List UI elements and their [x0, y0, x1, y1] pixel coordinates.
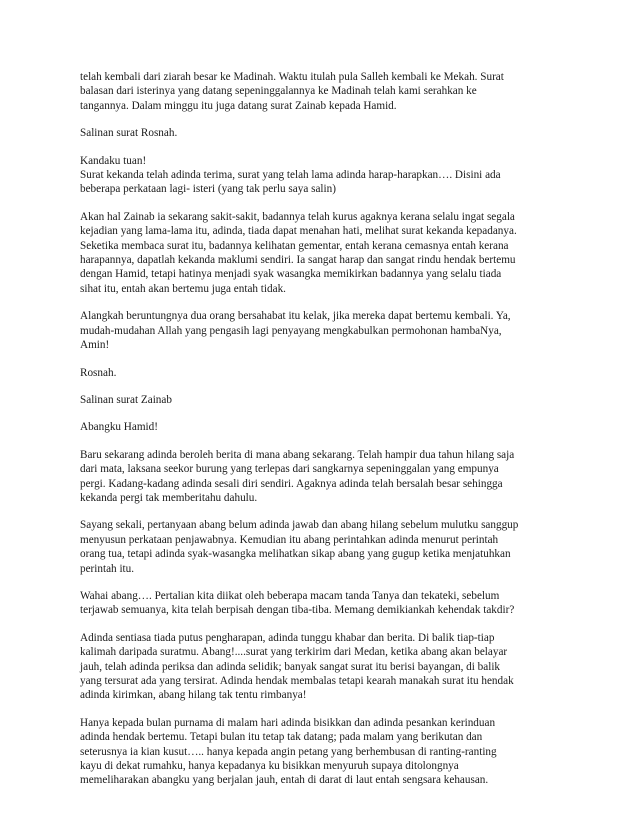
paragraph-sayang-sekali: Sayang sekali, pertanyaan abang belum adinda jawab dan abang hilang sebelum mulutku sanggup menyusun perkataan penjawabnya. Kemudian itu abang perintahkan adinda menurut perintah orang tua, tetapi adinda syak-wasangka melihatkan sikap abang yang gugup ketika menjatuhkan perintah itu. — [80, 519, 519, 575]
paragraph-hanya-kepada-bulan: Hanya kepada bulan purnama di malam hari adinda bisikkan dan adinda pesankan kerinduan adinda hendak bertemu. Tetapi bulan itu tetap tak datang; pada malam yang berikutan dan seterusnya ia kian kusut….. hanya kepada angin petang yang berhembusan di ranting-ranting kayu di dekat rumahku, hanya kepadanya ku bisikkan menyuruh supaya ditolongnya memeliharakan abangku yang berjalan jauh, entah di darat di laut entah sengsara kehausan. — [80, 716, 497, 787]
salutation-abangku-hamid: Abangku Hamid! — [80, 421, 158, 434]
paragraph-zainab-sakit: Akan hal Zainab ia sekarang sakit-sakit, badannya telah kurus agaknya kerana selalu ingat segala kejadian yang lama-lama itu, adinda, tiada dapat menahan hati, melihat surat kekanda kepadanya. Seketika membaca surat itu, badannya kelihatan gementar, entah kerana cemasnya entah kerana harapannya, dapatlah kekanda maklumi sendiri. Ia sangat harap dan sangat rindu hendak bertemu dengan Hamid, tetapi hatinya menjadi syak wasangka memikirkan badannya yang selalu tiada sihat itu, entah akan bertemu juga entah tidak. — [80, 210, 517, 295]
document-page — [80, 70, 562, 801]
paragraph-adinda-sentiasa: Adinda sentiasa tiada putus pengharapan, adinda tunggu khabar dan berita. Di balik tiap-tiap kalimah daripada suratmu. Abang!....surat yang terkirim dari Medan, ketika abang akan belayar jauh, telah adinda periksa dan adinda selidik; banyak sangat surat itu berisi bayangan, di balik yang tersurat ada yang tersirat. Adinda hendak membalas tetapi kearah manakah surat itu hendak adinda kirimkan, abang hilang tak tentu rimbanya! — [80, 631, 514, 702]
paragraph-kandaku-tuan: Kandaku tuan! Surat kekanda telah adinda terima, surat yang telah lama adinda harap-harapkan…. Disini ada beberapa perkataan lagi- isteri (yang tak perlu saya salin) — [80, 154, 501, 196]
heading-salinan-surat-rosnah: Salinan surat Rosnah. — [80, 127, 178, 140]
signature-rosnah: Rosnah. — [80, 366, 117, 379]
heading-salinan-surat-zainab: Salinan surat Zainab — [80, 393, 172, 406]
paragraph-wahai-abang: Wahai abang…. Pertalian kita diikat oleh beberapa macam tanda Tanya dan tekateki, sebelum terjawab semuanya, kita telah berpisah dengan tiba-tiba. Memang demikiankah kehendak takdir? — [80, 589, 515, 617]
paragraph-alangkah-beruntungnya: Alangkah beruntungnya dua orang bersahabat itu kelak, jika mereka dapat bertemu kembali. Ya, mudah-mudahan Allah yang pengasih lagi penyayang mengkabulkan permohonan hambaNya, Amin! — [80, 310, 511, 352]
paragraph-opening: telah kembali dari ziarah besar ke Madinah. Waktu itulah pula Salleh kembali ke Mekah. Surat balasan dari isterinya yang datang sepeninggalannya ke Madinah telah kami serahkan ke tangannya. Dalam minggu itu juga datang surat Zainab kepada Hamid. — [80, 71, 504, 112]
paragraph-baru-sekarang: Baru sekarang adinda beroleh berita di mana abang sekarang. Telah hampir dua tahun hilang saja dari mata, laksana seekor burung yang terlepas dari sangkarnya sepeninggalan yang empunya pergi. Kadang-kadang adinda sesali diri sendiri. Agaknya adinda telah bersalah besar sehingga kekanda pergi tak memberitahu dahulu. — [80, 448, 515, 504]
